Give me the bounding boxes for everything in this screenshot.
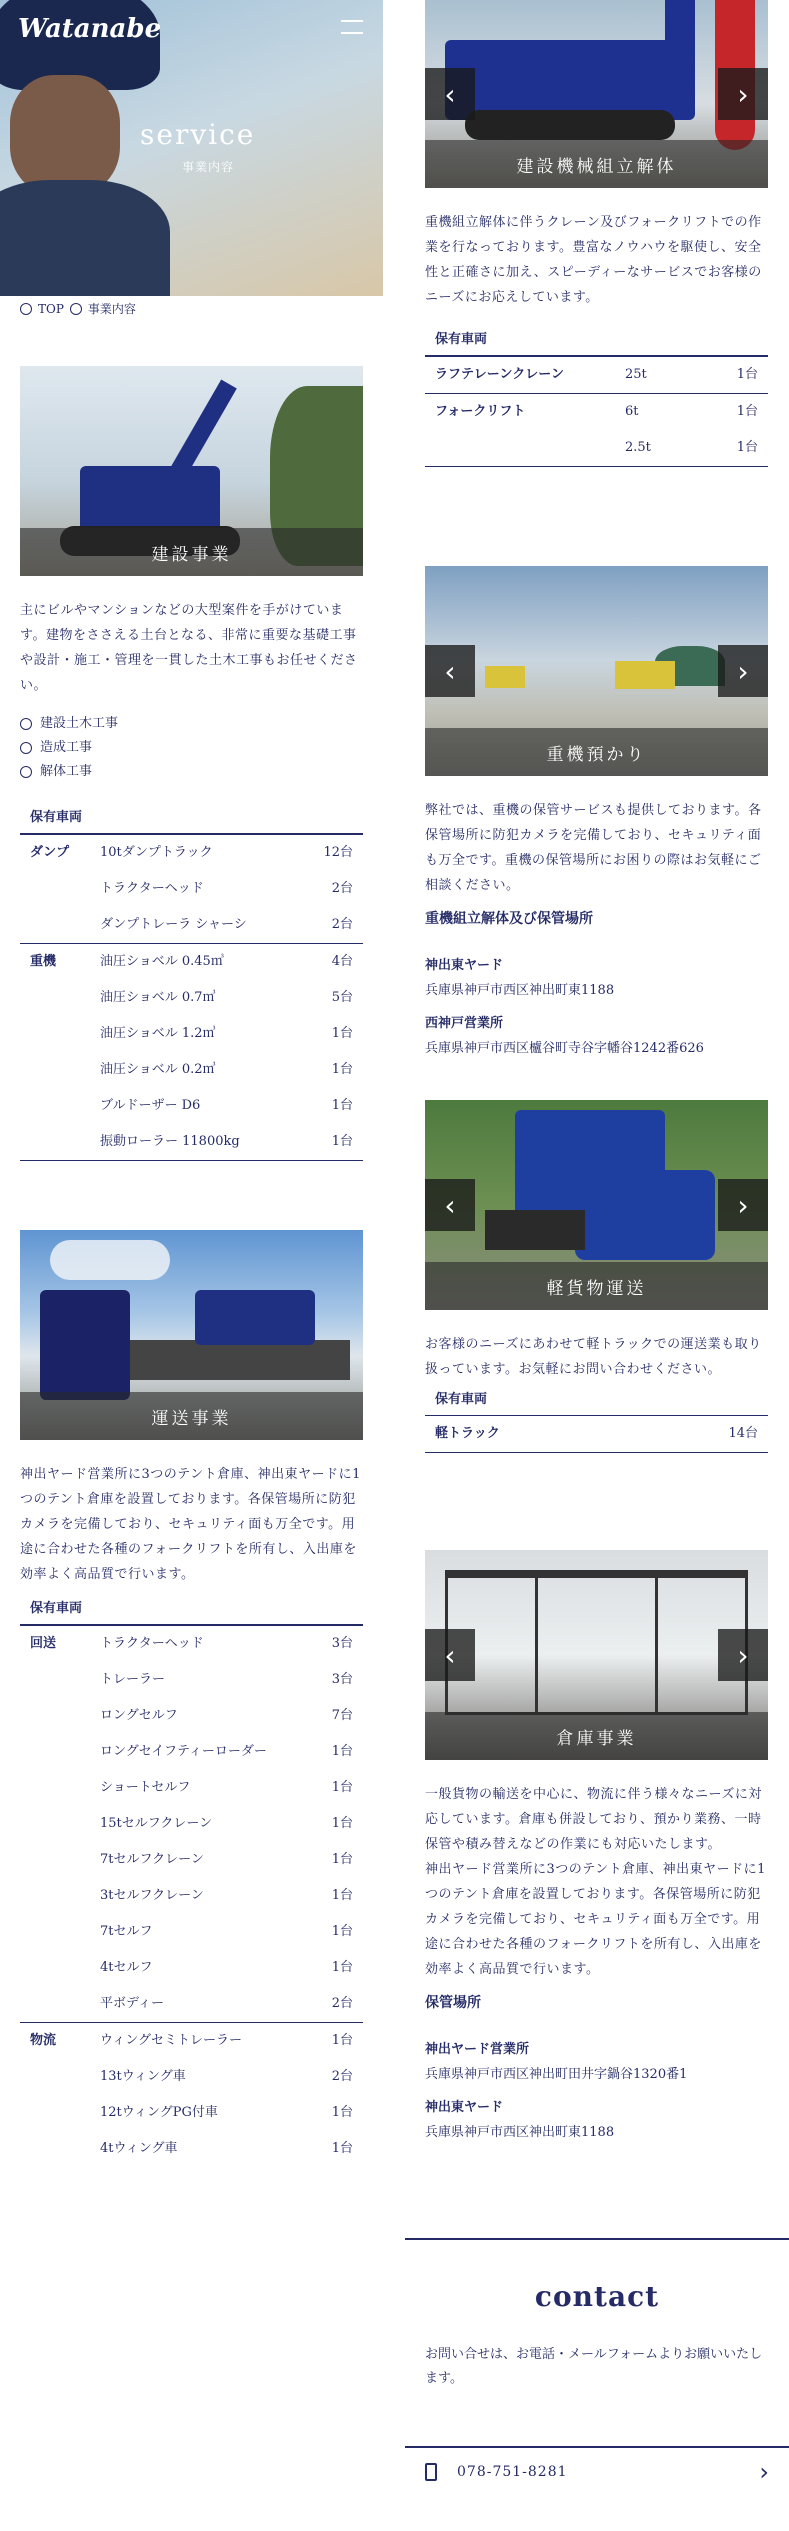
breadcrumb-circle-icon [20, 303, 32, 315]
table-row [20, 1914, 363, 1950]
assembly-photo [425, 0, 768, 188]
section-warehouse [425, 1550, 768, 2140]
assembly-table-title: 保有車両 [425, 328, 768, 356]
warehouse-desc-2: 神出ヤード営業所に3つのテント倉庫、神出東ヤードに1つのテント倉庫を設置しております。各保管場所に防犯カメラを完備しており、セキュリティ面も万全です。用途に合わせた各種のフォークリフトを所有し、入出庫を効率よく高品質で行います。 [425, 1862, 766, 1977]
vehicle-category: 重機 [20, 944, 90, 981]
vehicle-category: ダンプ [20, 835, 90, 872]
vehicle-count: 2台 [331, 2069, 353, 2084]
vehicle-name: 油圧ショベル 0.45㎥ [90, 944, 300, 981]
light-cargo-table-title: 保有車両 [425, 1388, 768, 1416]
light-cargo-next-arrow-icon[interactable]: › [718, 1179, 768, 1231]
table-row [20, 1662, 363, 1698]
vehicle-name: 15tセルフクレーン [100, 1816, 213, 1831]
vehicle-count: 1台 [331, 1062, 353, 1077]
menu-icon[interactable] [341, 20, 363, 34]
vehicle-category [20, 907, 90, 944]
assembly-desc: 重機組立解体に伴うクレーン及びフォークリフトでの作業を行なっております。豊富なノウハウを駆使し、安全性と正確さに加え、スピーディーなサービスでお客様のニーズにお応えしています。 [425, 215, 762, 305]
vehicle-count: 1台 [331, 2141, 353, 2156]
light-cargo-prev-arrow-icon[interactable]: ‹ [425, 1179, 475, 1231]
phone-icon [425, 2463, 437, 2481]
vehicle-name: 平ボディー [100, 1996, 164, 2011]
table-row [425, 1416, 768, 1452]
vehicle-name: ロングセルフ [100, 1708, 178, 1723]
vehicle-name: 4tウィング車 [100, 2141, 178, 2156]
storage-desc: 弊社では、重機の保管サービスも提供しております。各保管場所に防犯カメラを完備しており、セキュリティ面も万全です。重機の保管場所にお困りの際はお気軽にご相談ください。 [425, 803, 762, 893]
warehouse-location-name: 神出ヤード営業所 [425, 2042, 530, 2057]
vehicle-name: 油圧ショベル 1.2㎥ [100, 1026, 216, 1041]
hero-logo[interactable]: Watanabe [18, 14, 162, 44]
table-row [20, 1986, 363, 2023]
vehicle-category [20, 1806, 90, 1842]
vehicle-category [20, 1088, 90, 1124]
vehicle-count: 2台 [331, 881, 353, 896]
vehicle-category [20, 2095, 90, 2131]
warehouse-location-addr: 兵庫県神戸市西区神出町東1188 [425, 2125, 615, 2140]
vehicle-count: 1台 [331, 1960, 353, 1975]
warehouse-prev-arrow-icon[interactable]: ‹ [425, 1629, 475, 1681]
vehicle-count: 1台 [736, 440, 758, 455]
table-row [20, 944, 363, 981]
vehicle-category [20, 1950, 90, 1986]
vehicle-count: 1台 [331, 2105, 353, 2120]
warehouse-location-name: 神出東ヤード [425, 2100, 504, 2115]
vehicle-category [20, 1052, 90, 1088]
table-row [425, 394, 768, 431]
breadcrumb [20, 300, 136, 317]
storage-heading: 重機組立解体及び保管場所 [425, 911, 593, 927]
vehicle-category [20, 1698, 90, 1734]
table-row [20, 980, 363, 1016]
warehouse-photo [425, 1550, 768, 1760]
warehouse-next-arrow-icon[interactable]: › [718, 1629, 768, 1681]
section-storage [425, 566, 768, 1056]
contact-phone-button[interactable] [405, 2446, 789, 2496]
section-construction [20, 366, 363, 1161]
table-row [20, 2023, 363, 2060]
vehicle-category: フォークリフト [425, 394, 615, 431]
vehicle-name: 7tセルフ [100, 1924, 153, 1939]
table-row [20, 2131, 363, 2167]
vehicle-name: 3tセルフクレーン [100, 1888, 204, 1903]
vehicle-category [20, 1914, 90, 1950]
light-cargo-caption: 軽貨物運送 [425, 1262, 768, 1310]
vehicle-name: ウィングセミトレーラー [90, 2023, 314, 2060]
vehicle-name: ブルドーザー D6 [100, 1098, 201, 1113]
vehicle-count: 3台 [331, 1672, 353, 1687]
vehicle-count: 1台 [331, 1852, 353, 1867]
vehicle-name: 軽トラック [435, 1426, 500, 1441]
vehicle-count: 2台 [331, 1996, 353, 2011]
hero-title: service [140, 118, 256, 151]
storage-next-arrow-icon[interactable]: › [718, 645, 768, 697]
vehicle-category [20, 980, 90, 1016]
vehicle-category [20, 1770, 90, 1806]
vehicle-spec: 6t [615, 394, 696, 431]
vehicle-count: 1台 [331, 1888, 353, 1903]
construction-desc: 主にビルやマンションなどの大型案件を手がけています。建物をささえる土台となる、非常に重要な基礎工事や設計・施工・管理を一貫した土木工事もお任せください。 [20, 603, 358, 693]
table-row [20, 1950, 363, 1986]
vehicle-name: トレーラー [100, 1672, 166, 1687]
light-cargo-desc: お客様のニーズにあわせて軽トラックでの運送業も取り扱っています。お気軽にお問い合わせください。 [425, 1337, 762, 1377]
vehicle-category [20, 1842, 90, 1878]
storage-photo [425, 566, 768, 776]
light-cargo-vehicle-table [425, 1416, 768, 1452]
vehicle-count: 1台 [696, 394, 768, 431]
table-row [20, 2095, 363, 2131]
assembly-vehicle-table [425, 356, 768, 466]
vehicle-count: 1台 [331, 1098, 353, 1113]
section-transport [20, 1230, 363, 2167]
vehicle-name: トラクターヘッド [90, 1626, 314, 1663]
vehicle-count: 4台 [300, 944, 363, 981]
vehicle-count: 1台 [331, 1924, 353, 1939]
vehicle-category: 回送 [20, 1626, 90, 1663]
vehicle-category [20, 1016, 90, 1052]
vehicle-count: 1台 [331, 1134, 353, 1149]
table-row [20, 2059, 363, 2095]
phone-number: 078-751-8281 [457, 2464, 568, 2480]
transport-caption: 運送事業 [20, 1392, 363, 1440]
vehicle-name: 12tウィングPG付車 [100, 2105, 218, 2120]
vehicle-count: 1台 [331, 1780, 353, 1795]
vehicle-category [20, 1124, 90, 1160]
table-row [20, 871, 363, 907]
vehicle-name: 10tダンプトラック [90, 835, 300, 872]
hero-subtitle: 事業内容 [182, 160, 235, 174]
construction-caption: 建設事業 [20, 528, 363, 576]
storage-location-addr: 兵庫県神戸市西区櫨谷町寺谷字幡谷1242番626 [425, 1041, 704, 1056]
construction-services [20, 712, 363, 784]
section-light-cargo [425, 1100, 768, 1453]
hero [0, 0, 383, 296]
storage-location-addr: 兵庫県神戸市西区神出町東1188 [425, 983, 615, 998]
vehicle-category [20, 871, 90, 907]
vehicle-name: ロングセイフティーローダー [100, 1744, 267, 1759]
warehouse-heading: 保管場所 [425, 1995, 481, 2011]
service-item: 造成工事 [20, 736, 363, 760]
table-row [425, 357, 768, 394]
table-row [20, 1698, 363, 1734]
vehicle-count: 1台 [696, 357, 768, 394]
vehicle-name: 13tウィング車 [100, 2069, 186, 2084]
breadcrumb-current: 事業内容 [87, 302, 136, 316]
table-row [20, 1734, 363, 1770]
table-row [20, 1124, 363, 1160]
vehicle-name: ダンプトレーラ シャーシ [100, 917, 247, 932]
warehouse-location-addr: 兵庫県神戸市西区神出町田井字鍋谷1320番1 [425, 2067, 688, 2082]
vehicle-spec: 2.5t [625, 440, 651, 455]
vehicle-name: ショートセルフ [100, 1780, 191, 1795]
breadcrumb-home[interactable]: TOP [38, 301, 64, 316]
table-row [20, 907, 363, 944]
contact-desc: お問い合せは、お電話・メールフォームよりお願いいたします。 [425, 2347, 763, 2386]
vehicle-count: 1台 [331, 1026, 353, 1041]
storage-location-name: 西神戸営業所 [425, 1016, 504, 1031]
assembly-caption: 建設機械組立解体 [425, 140, 768, 188]
vehicle-category [20, 2131, 90, 2167]
table-row [20, 1770, 363, 1806]
vehicle-count: 12台 [300, 835, 363, 872]
vehicle-count: 5台 [331, 990, 353, 1005]
transport-desc: 神出ヤード営業所に3つのテント倉庫、神出東ヤードに1つのテント倉庫を設置しております。各保管場所に防犯カメラを完備しており、セキュリティ面も万全です。用途に合わせた各種のフォークリフトを所有し、入出庫を効率よく高品質で行います。 [20, 1467, 361, 1582]
vehicle-category [20, 1662, 90, 1698]
vehicle-name: 油圧ショベル 0.7㎥ [100, 990, 216, 1005]
contact-section [405, 2238, 789, 2391]
storage-prev-arrow-icon[interactable]: ‹ [425, 645, 475, 697]
vehicle-name: 7tセルフクレーン [100, 1852, 204, 1867]
table-row [20, 1806, 363, 1842]
service-item: 解体工事 [20, 760, 363, 784]
vehicle-count: 1台 [314, 2023, 363, 2060]
vehicle-category [20, 2059, 90, 2095]
storage-caption: 重機預かり [425, 728, 768, 776]
vehicle-name: 振動ローラー 11800kg [100, 1134, 240, 1149]
vehicle-count: 1台 [331, 1816, 353, 1831]
transport-table-title: 保有車両 [20, 1597, 363, 1625]
storage-location-name: 神出東ヤード [425, 958, 504, 973]
table-row [20, 1016, 363, 1052]
vehicle-count: 2台 [331, 917, 353, 932]
table-row [20, 1842, 363, 1878]
construction-photo [20, 366, 363, 576]
vehicle-spec: 25t [615, 357, 696, 394]
light-cargo-photo [425, 1100, 768, 1310]
vehicle-name: トラクターヘッド [100, 881, 204, 896]
assembly-next-arrow-icon[interactable]: › [718, 68, 768, 120]
vehicle-category [20, 1986, 90, 2023]
transport-vehicle-table [20, 1625, 363, 2167]
vehicle-category: ラフテレーンクレーン [425, 357, 615, 394]
vehicle-count: 7台 [331, 1708, 353, 1723]
vehicle-category [425, 430, 615, 466]
table-row [20, 1626, 363, 1663]
contact-title: contact [534, 2280, 660, 2313]
table-row [20, 835, 363, 872]
table-row [20, 1088, 363, 1124]
construction-table-title: 保有車両 [20, 806, 363, 834]
table-row [20, 1052, 363, 1088]
transport-photo [20, 1230, 363, 1440]
vehicle-category [20, 1878, 90, 1914]
vehicle-count: 1台 [331, 1744, 353, 1759]
vehicle-count: 3台 [314, 1626, 363, 1663]
table-row [425, 430, 768, 466]
service-item: 建設土木工事 [20, 712, 363, 736]
section-assembly [425, 0, 768, 467]
chevron-right-icon: › [759, 2458, 769, 2486]
vehicle-name: 4tセルフ [100, 1960, 153, 1975]
construction-vehicle-table [20, 834, 363, 1160]
vehicle-category [20, 1734, 90, 1770]
table-row [20, 1878, 363, 1914]
vehicle-category: 物流 [20, 2023, 90, 2060]
vehicle-name: 油圧ショベル 0.2㎥ [100, 1062, 216, 1077]
warehouse-caption: 倉庫事業 [425, 1712, 768, 1760]
breadcrumb-circle-icon [70, 303, 82, 315]
assembly-prev-arrow-icon[interactable]: ‹ [425, 68, 475, 120]
vehicle-count: 14台 [728, 1426, 758, 1441]
warehouse-desc: 一般貨物の輸送を中心に、物流に伴う様々なニーズに対応しています。倉庫も併設しており、預かり業務、一時保管や積み替えなどの作業にも対応いたします。 [425, 1787, 762, 1852]
